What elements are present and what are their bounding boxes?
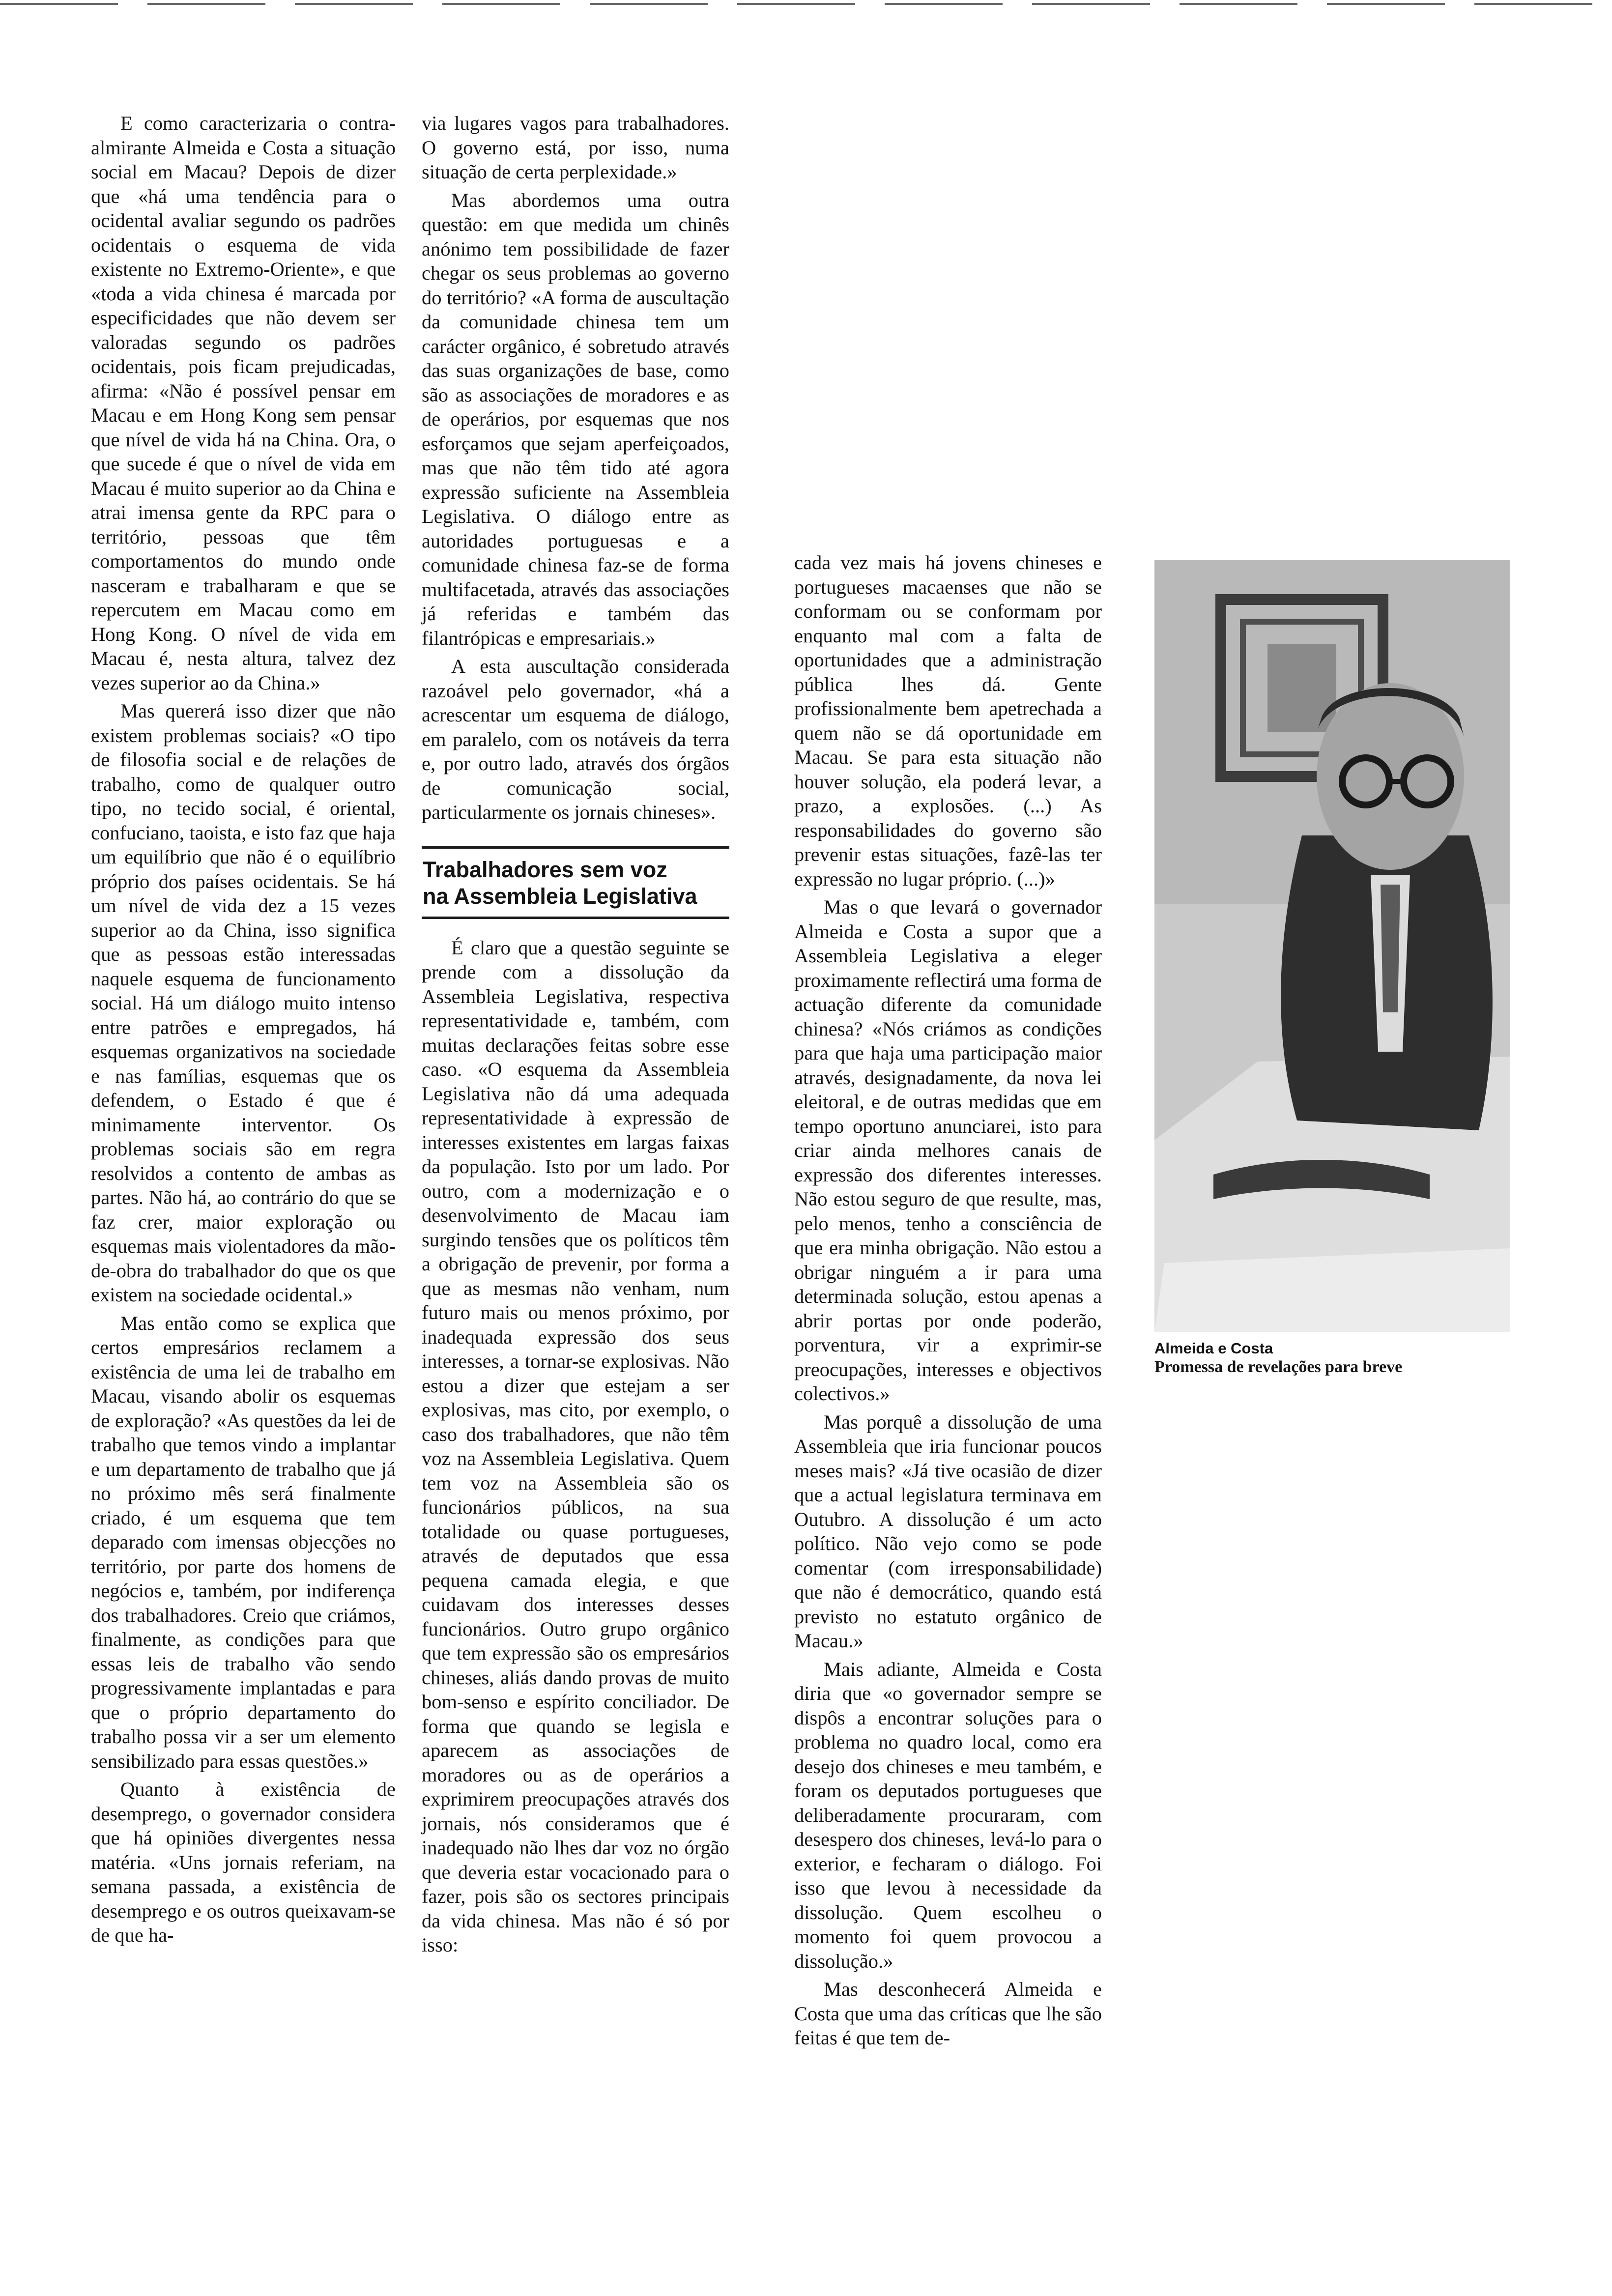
article-column-3 — [794, 550, 1102, 2050]
subheading-line: Trabalhadores sem voz — [423, 857, 667, 882]
paragraph: Mas então como se explica que certos empresários reclamem a existência de uma lei de trabalho em Macau, visando abolir os esquemas de exploração? «As questões da lei de trabalho que temos vindo a implantar e um departamento de trabalho que já no próximo mês será finalmente criado, é um esquema que tem deparado com imensas objecções no território, por parte dos homens de negócios e, também, por indiferença dos trabalhadores. Creio que criámos, finalmente, as condições para que essas leis de trabalho vão sendo progressivamente implantadas e para que o próprio departamento do trabalho possa vir a ser um elemento sensibilizado para essas questões.» — [91, 1312, 396, 1772]
subheading-line: na Assembleia Legislativa — [423, 883, 697, 909]
article-column-2 — [422, 111, 729, 1957]
paragraph: Mas porquê a dissolução de uma Assembleia que iria funcionar poucos meses mais? «Já tive ocasião de dizer que a actual legislatura terminava em Outubro. A dissolução é um acto político. Não vejo como se pode comentar (com irresponsabilidade) que não é democrático, quando está previsto no estatuto orgânico de Macau.» — [794, 1410, 1102, 1652]
paragraph: Quanto à existência de desemprego, o governador considera que há opiniões divergentes nessa matéria. «Uns jornais referiam, na semana passada, a existência de desemprego e os outros queixavam-se de que ha- — [91, 1778, 396, 1946]
paragraph: Mas quererá isso dizer que não existem problemas sociais? «O tipo de filosofia social e de relações de trabalho, como de qualquer outro tipo, no tecido social, é oriental, confuciano, taoista, e isto faz que haja um equilíbrio que não é o equilíbrio próprio dos países ocidentais. Se há um nível de vida dez a 15 vezes superior ao da China, isso significa que as pessoas estão interessadas naquele esquema de funcionamento social. Há um diálogo muito intenso entre patrões e empregados, há esquemas organizativos na sociedade e nas famílias, esquemas que os defendem, o Estado é que é minimamente interventor. Os problemas sociais são em regra resolvidos a contento de ambas as partes. Não há, ao contrário do que se faz crer, maior exploração ou esquemas mais violentadores da mão-de-obra do trabalhador do que os que existem na sociedade ocidental.» — [91, 700, 396, 1306]
paragraph: É claro que a questão seguinte se prende com a dissolução da Assembleia Legislativa, respectiva representatividade e, também, com muitas declarações feitas sobre esse caso. «O esquema da Assembleia Legislativa não dá uma adequada representatividade à expressão de interesses existentes em largas faixas da população. Isto por um lado. Por outro, com a modernização e o desenvolvimento de Macau iam surgindo tensões que os políticos têm a obrigação de prevenir, por forma a que as mesmas não venham, num futuro mais ou menos próximo, por inadequada expressão dos seus interesses, a tornar-se explosivas. Não estou a dizer que estejam a ser explosivas, mas cito, por exemplo, o caso dos trabalhadores, que não têm voz na Assembleia Legislativa. Quem tem voz na Assembleia são os funcionários públicos, na sua totalidade ou quase portugueses, através de deputados que essa pequena camada elegia, e que cuidavam dos interesses desses funcionários. Outro grupo orgânico que tem expressão são os empresários chineses, aliás dando provas de muito bom-senso e espírito conciliador. De forma que quando se legisla e aparecem as associações de moradores ou as de operários a exprimirem preocupações através dos jornais, nós consideramos que é inadequado não lhes dar voz no órgão que deveria estar vocacionado para o fazer, pois são os sectores principais da vida chinesa. Mas não é só por isso: — [422, 936, 729, 1956]
paragraph: Mas desconhecerá Almeida e Costa que uma das críticas que lhe são feitas é que tem de- — [794, 1978, 1102, 2049]
paragraph: A esta auscultação considerada razoável pelo governador, «há a acrescentar um esquema de diálogo, em paralelo, com os notáveis da terra e, por outro lado, através dos órgãos de comunicação social, particularmente os jornais chineses». — [422, 655, 729, 823]
paragraph: cada vez mais há jovens chineses e portugueses macaenses que não se conformam ou se conformam por enquanto mal com a falta de oportunidades que a administração pública lhes dá. Gente profissionalmente bem apetrechada a quem não se dá oportunidade em Macau. Se para esta situação não houver solução, ela poderá levar, a prazo, a explosões. (...) As responsabilidades do governo são prevenir estas situações, fazê-las ter expressão no lugar próprio. (...)» — [794, 551, 1102, 890]
paragraph: Mas o que levará o governador Almeida e Costa a supor que a Assembleia Legislativa a eleger proximamente reflectirá uma forma de actuação diferente da comunidade chinesa? «Nós criámos as condições para que haja uma participação maior através, designadamente, da nova lei eleitoral, e de outras medidas que em tempo oportuno anunciarei, isto para criar ainda melhores canais de expressão dos diferentes interesses. Não estou seguro de que resulte, mas, pelo menos, tenho a consciência de que era minha obrigação. Não estou a obrigar ninguém a ir para uma determinada solução, estou apenas a abrir portas por onde poderão, porventura, vir a exprimir-se preocupações, interesses e objectivos colectivos.» — [794, 896, 1102, 1405]
photo-caption — [1154, 1339, 1518, 1377]
subheading — [422, 846, 729, 919]
caption-name: Almeida e Costa — [1154, 1340, 1273, 1357]
paragraph: E como caracterizaria o contra-almirante Almeida e Costa a situação social em Macau? Depois de dizer que «há uma tendência para o ocidental avaliar segundo os padrões ocidentais o esquema de vida existente no Extremo-Oriente», e que «toda a vida chinesa é marcada por especificidades que não devem ser valoradas segundo os padrões ocidentais, pois ficam prejudicadas, afirma: «Não é possível pensar em Macau e em Hong Kong sem pensar que nível de vida há na China. Ora, o que sucede é que o nível de vida em Macau é muito superior ao da China e atrai imensa gente da RPC para o território, pessoas que têm comportamentos do mundo onde nasceram e trabalharam e que se repercutem em Macau como em Hong Kong. O nível de vida em Macau é, nesta altura, talvez dez vezes superior ao da China.» — [91, 112, 396, 694]
caption-text: Promessa de revelações para breve — [1154, 1358, 1403, 1376]
paragraph: Mais adiante, Almeida e Costa diria que «o governador sempre se dispôs a encontrar soluções para o problema no quadro local, como era desejo dos chineses e meu também, e foram os deputados portugueses que deliberadamente procuraram, com desespero dos chineses, levá-lo para o exterior, e fecharam o diálogo. Foi isso que levou à necessidade da dissolução. Quem escolheu o momento foi quem provocou a dissolução.» — [794, 1658, 1102, 1972]
article-column-1 — [91, 111, 396, 1948]
paragraph: Mas abordemos uma outra questão: em que medida um chinês anónimo tem possibilidade de fazer chegar os seus problemas ao governo do território? «A forma de auscultação da comunidade chinesa tem um carácter orgânico, é sobretudo através das suas organizações de base, como são as associações de moradores e as de operários, por esquemas que nos esforçamos que sejam aperfeiçoados, mas que não têm tido até agora expressão suficiente na Assembleia Legislativa. O diálogo entre as autoridades portuguesas e a comunidade chinesa faz-se de forma multifacetada, através das associações já referidas e também das filantrópicas e empresariais.» — [422, 189, 729, 649]
page-top-rule — [0, 3, 1612, 5]
portrait-photo — [1154, 560, 1510, 1332]
paragraph: via lugares vagos para trabalhadores. O governo está, por isso, numa situação de certa perplexidade.» — [422, 112, 729, 183]
